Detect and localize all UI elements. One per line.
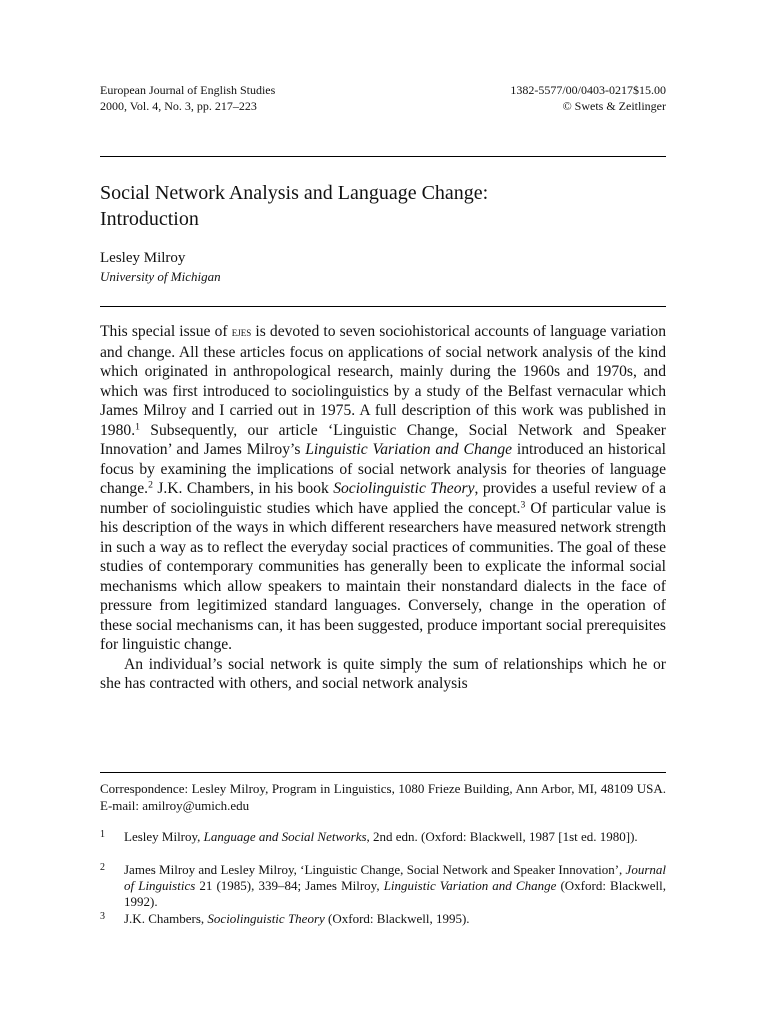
footnote-3	[100, 911, 666, 927]
footnote-1	[100, 829, 666, 845]
footnote-text: James Milroy and Lesley Milroy, ‘Linguistic Change, Social Network and Speaker Innovation’, Journal of Linguistics 21 (1985), 339–84; James Milroy, Linguistic Variation and Change (Oxford: Blackwell, 1992).	[124, 862, 667, 909]
title-line-1: Social Network Analysis and Language Change:	[100, 182, 489, 204]
header-rule	[100, 156, 666, 157]
header-right	[510, 82, 666, 114]
paragraph-2: An individual’s social network is quite simply the sum of relationships which he or she has contracted with others, and social network analysis	[100, 655, 666, 692]
author-affiliation: University of Michigan	[100, 269, 221, 284]
footnote-ref-1[interactable]: 1	[135, 421, 140, 433]
footnote-2	[100, 862, 666, 910]
correspondence-note: Correspondence: Lesley Milroy, Program in Linguistics, 1080 Frieze Building, Ann Arbor, MI, 48109 USA. E-mail: amilroy@umich.edu	[100, 781, 666, 813]
journal-abbrev: ejes	[231, 325, 252, 339]
paragraph-1: This special issue of ejes is devoted to seven sociohistorical accounts of language variation and change. All these articles focus on applications of social network analysis of the kind which originated in anthropological research, mainly during the 1960s and 1970s, and which was first introduced to sociolinguistics by a study of the Belfast vernacular which James Milroy and I carried out in 1975. A full description of this work was published in 1980.$^1$ Subsequently, our article ‘Linguistic Change, Social Network and Speaker Innovation’ and James Milroy’s Linguistic Variation and Change introduced an historical focus by examining the implications of social network analysis for theories of language change.$^2$ J.K. Chambers, in his book Sociolinguistic Theory, provides a useful review of a number of sociolinguistic studies which have applied the concept.$^3$ Of particular value is his description of the ways in which different researchers have measured network strength in such a way as to reflect the everyday social practices of communities. The goal of these studies of contemporary communities has generally been to explicate the informal social mechanisms which allow speakers to maintain their nonstandard dialects in the face of pressure from legitimized standard languages. Conversely, change in the operation of these social mechanisms can, it has been suggested, produce important social prerequisites for linguistic change.	[100, 323, 667, 653]
publisher-copyright: © Swets & Zeitlinger	[562, 99, 666, 113]
footnote-number: 1	[100, 829, 105, 840]
journal-volume: 2000, Vol. 4, No. 3, pp. 217–223	[100, 99, 257, 113]
header-left	[100, 82, 275, 114]
footnote-text: Lesley Milroy, Language and Social Networks, 2nd edn. (Oxford: Blackwell, 1987 [1st ed. 1980]).	[124, 829, 638, 844]
body-text	[100, 322, 666, 694]
journal-name: European Journal of English Studies	[100, 83, 276, 97]
title-rule	[100, 306, 666, 307]
footnote-rule	[100, 772, 666, 773]
book-title: Sociolinguistic Theory	[333, 480, 475, 497]
title-line-2: Introduction	[100, 208, 199, 230]
footnote-ref-2[interactable]: 2	[148, 479, 153, 491]
footnote-number: 2	[100, 862, 105, 873]
book-title: Linguistic Variation and Change	[305, 441, 513, 458]
author-name: Lesley Milroy	[100, 250, 186, 266]
footnote-number: 3	[100, 911, 105, 922]
footnote-text: J.K. Chambers, Sociolinguistic Theory (Oxford: Blackwell, 1995).	[124, 911, 470, 926]
article-title	[100, 180, 660, 232]
footnote-ref-3[interactable]: 3	[520, 499, 526, 511]
issn-code: 1382-5577/00/0403-0217$15.00	[510, 83, 666, 97]
